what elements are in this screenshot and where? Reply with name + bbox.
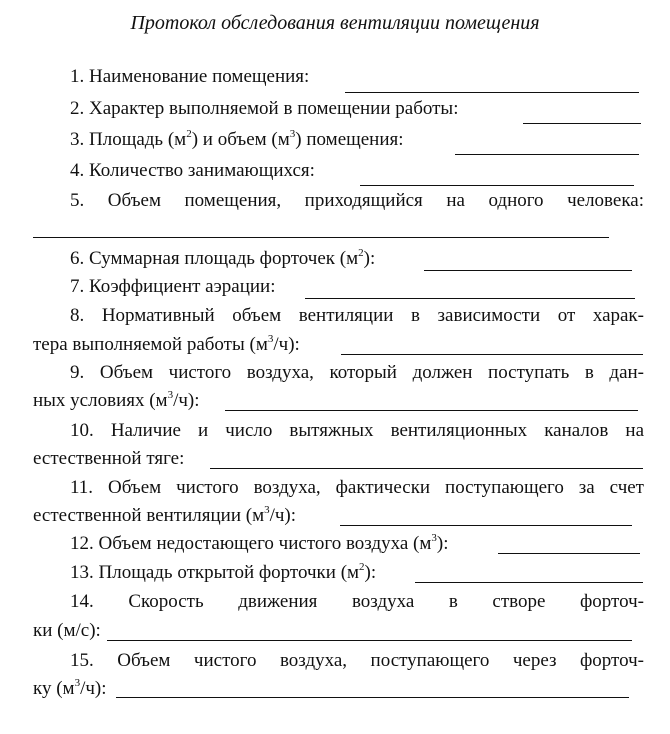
item-1-field[interactable] <box>345 92 639 93</box>
item-14-line2: ки (м/с): <box>33 620 101 641</box>
item-14-line1: 14. Скорость движения воздуха в створе форточ- <box>70 591 644 612</box>
item-9-line2: ных условиях $(м^3/ч)$: <box>33 389 200 411</box>
item-3-field[interactable] <box>455 154 639 155</box>
item-4: 4. Количество занимающихся: <box>70 160 315 181</box>
item-10-line2: естественной тяге: <box>33 448 185 469</box>
item-15-field[interactable] <box>116 697 629 698</box>
item-13: 13. Площадь открытой форточки $(м^2)$: <box>70 561 377 583</box>
item-5: 5. Объем помещения, приходящийся на одного человека: <box>70 190 644 211</box>
item-11-line1: 11. Объем чистого воздуха, фактически поступающего за счет <box>70 477 644 498</box>
item-3: 3. Площадь $(м^2)$ и объем $(м^3)$ помещения: <box>70 128 404 150</box>
item-9-line1: 9. Объем чистого воздуха, который должен поступать в дан- <box>70 362 645 383</box>
item-10-line1: 10. Наличие и число вытяжных вентиляционных каналов на <box>70 420 644 441</box>
item-12-field[interactable] <box>498 553 640 554</box>
item-8-field[interactable] <box>341 354 643 355</box>
item-11-line2: естественной вентиляции $(м^3/ч)$: <box>33 504 297 526</box>
item-8-line2: тера выполняемой работы $(м^3/ч)$: <box>33 333 300 355</box>
item-4-field[interactable] <box>360 185 634 186</box>
item-11-field[interactable] <box>340 525 632 526</box>
item-13-field[interactable] <box>415 582 643 583</box>
item-10-field[interactable] <box>210 468 643 469</box>
item-7-field[interactable] <box>305 298 635 299</box>
item-14-field[interactable] <box>107 640 632 641</box>
page-title: Протокол обследования вентиляции помещения <box>130 12 540 34</box>
item-15-line2: ку $(м^3/ч)$: <box>33 677 107 699</box>
item-1: 1. Наименование помещения: <box>70 66 310 87</box>
item-6: 6. Суммарная площадь форточек $(м^2)$: <box>70 247 376 269</box>
item-6-field[interactable] <box>424 270 632 271</box>
item-5-field[interactable] <box>33 237 609 238</box>
item-7: 7. Коэффициент аэрации: <box>70 276 276 297</box>
item-2-field[interactable] <box>523 123 641 124</box>
item-8-line1: 8. Нормативный объем вентиляции в зависимости от харак- <box>70 305 644 326</box>
item-2: 2. Характер выполняемой в помещении работы: <box>70 98 459 119</box>
item-12: 12. Объем недостающего чистого воздуха $(м^3)$: <box>70 532 449 554</box>
item-9-field[interactable] <box>225 410 638 411</box>
item-15-line1: 15. Объем чистого воздуха, поступающего через форточ- <box>70 650 644 671</box>
